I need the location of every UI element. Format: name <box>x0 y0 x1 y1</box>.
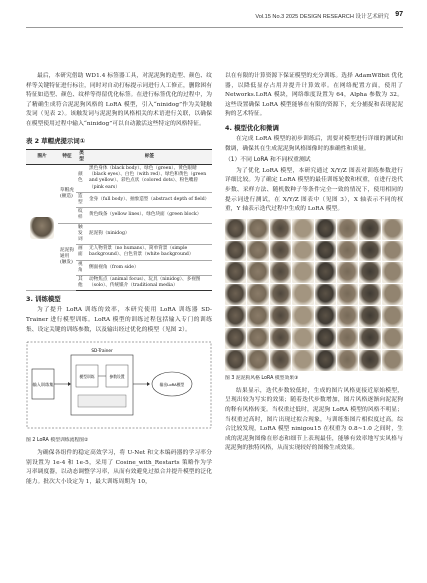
paragraph: 以在有限的计算资源下保证模型的充分训练。选择 AdamW8bit 优化器，以降低显存占用并提升计算效率。在网络配置方面，使用了 Networks.LoRA 模块，网络维度设置为 64，Alpha 参数为 32。这些设置确保 LoRA 模型能够在有限的资源下，充分捕捉和表现泥泥狗的艺术特征。 <box>225 73 403 118</box>
sample-thumbnail <box>225 241 246 262</box>
sample-thumbnail <box>247 306 268 327</box>
sample-thumbnail <box>225 328 246 349</box>
flow-label-input: 输入训练集 <box>32 382 54 388</box>
sample-thumbnail <box>247 350 268 371</box>
sample-thumbnail <box>337 241 358 262</box>
sample-thumbnail <box>292 262 313 283</box>
table-header-type: 类型 <box>76 149 87 164</box>
sample-thumbnail <box>382 262 403 283</box>
figure-caption: 图 3 泥泥狗风格 LoRA 模型效果③ <box>225 375 299 381</box>
table-type-cell: 视角 <box>76 260 87 275</box>
sample-thumbnail <box>382 219 403 240</box>
table-tags-cell: 侧面视角（from side） <box>87 260 212 275</box>
sample-thumbnail <box>270 350 291 371</box>
sample-thumbnail <box>225 262 246 283</box>
sample-thumbnail <box>359 328 380 349</box>
sample-thumbnail <box>270 219 291 240</box>
sample-thumbnail <box>315 284 336 305</box>
subsection-heading: （1）不同 LoRA 和不同权重测试 <box>225 157 311 164</box>
sample-thumbnail <box>292 219 313 240</box>
sample-thumbnail <box>315 219 336 240</box>
sample-thumbnail <box>359 284 380 305</box>
table-header-tags: 标签 <box>87 149 212 164</box>
table-image-cell <box>26 164 58 290</box>
table-header-image: 图片 <box>26 149 58 164</box>
table-type-cell: 触发词 <box>76 223 87 245</box>
table-type-cell: 颜色 <box>76 164 87 192</box>
table-tags-cell: 黄色线条（yellow lines）、绿色块面（green block） <box>87 208 212 223</box>
flow-label-output: 输出LoRA模型 <box>159 382 185 388</box>
table-row <box>26 164 212 192</box>
sample-thumbnail <box>292 306 313 327</box>
sample-thumbnail <box>382 306 403 327</box>
table-type-cell: 其他 <box>76 276 87 291</box>
sample-thumbnail <box>315 328 336 349</box>
sample-thumbnail <box>315 306 336 327</box>
clay-tiger-thumbnail <box>30 217 54 239</box>
xyz-result-grid <box>225 219 403 371</box>
sample-thumbnail <box>359 241 380 262</box>
sample-thumbnail <box>337 350 358 371</box>
paragraph: 在完成 LoRA 模型的初步训练后，需要对模型进行详细的测试和微调，确保其在生成泥泥狗风格图像时的准确性和质量。 <box>225 135 403 152</box>
left-column <box>26 72 212 490</box>
table-feature-cell: 草帽虎(额造) <box>58 164 76 223</box>
table-header-feature: 特征 <box>58 149 76 164</box>
sample-thumbnail <box>337 328 358 349</box>
figure-caption: 图 2 LoRA 模型训练流程图② <box>26 438 89 444</box>
page-number: 97 <box>395 11 403 18</box>
sample-thumbnail <box>270 284 291 305</box>
sample-thumbnail <box>292 350 313 371</box>
paragraph: 为确保各组件的稳定高效学习，将 U-Net 和文本编码器的学习率分别设置为 1e-4 和 1e-5，采用了 Cosine_with_Restarts 策略作为学习率调度器，以动态调整学习率，从而有效避免过拟合并提升模型的泛化能力。批次大小设定为 1，最大训练周期为 10， <box>26 450 212 485</box>
sample-thumbnail <box>382 328 403 349</box>
sample-thumbnail <box>337 262 358 283</box>
sample-thumbnail <box>292 328 313 349</box>
table-tags-cell: 泥泥狗（ninidog） <box>87 223 212 245</box>
paragraph: 为了优化 LoRA 模型，本研究通过 X/Y/Z 图表对训练参数进行详细比较。为了确定 LoRA 模型的最佳训练轮数和权重，在进行迭代步数、采样方法、随机数种子等条件完全一致的情况下，使用相同的提示词进行测试，在 X/Y/Z 图表中（见图 3），X 轴表示不同的权重，Y 轴表示迭代过程中生成的 LoRA 模型。 <box>225 167 403 213</box>
training-flowchart <box>26 341 212 429</box>
sample-thumbnail <box>247 219 268 240</box>
sample-thumbnail <box>315 350 336 371</box>
sample-thumbnail <box>359 219 380 240</box>
table-type-cell: 造型 <box>76 192 87 207</box>
table-type-cell: 纹样 <box>76 208 87 223</box>
sample-thumbnail <box>225 306 246 327</box>
sample-thumbnail <box>337 219 358 240</box>
table-title: 表 2 草帽虎提示词① <box>26 136 86 145</box>
sample-thumbnail <box>382 350 403 371</box>
sample-thumbnail <box>270 306 291 327</box>
sample-thumbnail <box>359 306 380 327</box>
table-tags-cell: 黑色身体（black body）、绿色（green）、黄色眼睛（black eyes）、白色（with red）、绿色和黄色（green and yellow）、彩色点状（colored dots）、粉色嘴唇（pink ears） <box>87 164 212 192</box>
sample-thumbnail <box>315 262 336 283</box>
sample-thumbnail <box>337 284 358 305</box>
sample-thumbnail <box>382 241 403 262</box>
sample-thumbnail <box>247 241 268 262</box>
section-heading: 3. 训练模型 <box>26 295 61 304</box>
table-feature-cell: 泥泥狗通用(触发) <box>58 223 76 291</box>
tags-table <box>26 149 212 292</box>
sample-thumbnail <box>292 241 313 262</box>
table-tags-cell: 金身（full body）、抽象造型（abstract depth of field） <box>87 192 212 207</box>
sample-thumbnail <box>359 350 380 371</box>
table-type-cell: 画面 <box>76 245 87 260</box>
flow-label-params: 参数设置 <box>109 374 125 380</box>
sample-thumbnail <box>337 306 358 327</box>
paragraph: 最后，本研究借助 WD1.4 标签器工具，对泥泥狗的造型、颜色、纹样等关键特征进行标注，同时对自动打标提示词进行人工修正，删除困有特征如造型、颜色、纹样等得留优化标签。在进行标签优化的过程中，为了精确生成符合泥泥狗风格的 LoRA 模型，引入“ninidog”作为关键触发词（见表 2）。该触发词与泥泥狗的风格相关的术语进行关联，以确保在模型使用过程中输入“ninidog”可以自动激活这些特定的风格特征。 <box>26 73 212 127</box>
paragraph: 为了提升 LoRA 训练的效率，本研究使用 LoRA 训练器 SD-Trainer 进行模型训练。LoRA 模型的训练过程包括输入专门的训练集、设定关键的训练参数，以及输出经过优化的模型（见图 2）。 <box>26 307 212 333</box>
sample-thumbnail <box>225 219 246 240</box>
table-tags-cell: 无人物背景（no humans）、简单背景（simple background）、白色背景（white background） <box>87 245 212 260</box>
running-header <box>26 12 403 24</box>
sample-thumbnail <box>270 328 291 349</box>
flow-label-training: 模型训练 <box>79 374 95 380</box>
sample-thumbnail <box>270 262 291 283</box>
sample-thumbnail <box>247 284 268 305</box>
journal-title: Vol.15 No.3 2025 DESIGN RESEARCH 设计艺术研究 <box>255 14 389 20</box>
header-rule <box>26 27 403 28</box>
sample-thumbnail <box>382 284 403 305</box>
section-heading: 4. 模型优化和微调 <box>225 123 279 132</box>
table-tags-cell: 动物焦点（animal focus）、玩具（ninidog）、多视图（solo）、传统媒介（traditional media） <box>87 276 212 291</box>
sample-thumbnail <box>225 284 246 305</box>
sample-thumbnail <box>315 241 336 262</box>
sample-thumbnail <box>247 262 268 283</box>
right-column <box>225 72 403 456</box>
sample-thumbnail <box>247 328 268 349</box>
sample-thumbnail <box>292 284 313 305</box>
sample-thumbnail <box>225 350 246 371</box>
sample-thumbnail <box>359 262 380 283</box>
paragraph: 结果显示，迭代步数较低时，生成的图片风格更接近原始模型，呈现出较为写实的效果；随着迭代步数增加，图片风格逐渐向泥泥狗的释有风格转变。当权重过低时，泥泥狗 LoRA 模型的风格不明显；当权重过高时，图片出现过拟合现象，与训练集图片相似度过高。综合比较发现，LoRA 模型 ninigou15 在权重为 0.8~1.0 之间时，生成的泥泥狗图像在形态和细节上表现最佳，能够有效率地写实风格与泥泥狗的独特风格，从而实现较好的图像生成效果。 <box>225 387 403 452</box>
sample-thumbnail <box>270 241 291 262</box>
flow-label-trainer: SD-Trainer <box>91 348 113 354</box>
